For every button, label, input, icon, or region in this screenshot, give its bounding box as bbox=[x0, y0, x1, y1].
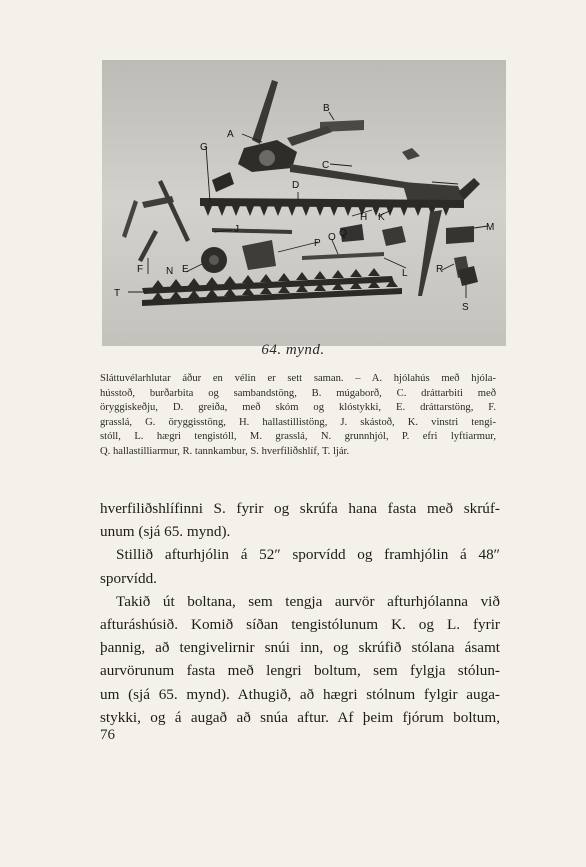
body-line: afturáshúsið. Komið síðan tengistólunum K. og L. fyrir bbox=[100, 616, 500, 634]
figure-photo bbox=[102, 60, 506, 346]
body-line: unum (sjá 65. mynd). bbox=[100, 523, 231, 541]
label-f: F bbox=[137, 264, 144, 275]
body-line: Takið út boltana, sem tengja aurvör afturhjólanna við bbox=[116, 592, 500, 610]
caption-line: hússtoð, burðarbita og sambandstöng, B. múgaborð, C. dráttarbiti með bbox=[100, 387, 496, 399]
page-number: 76 bbox=[100, 727, 115, 743]
body-line: sporvídd. bbox=[100, 569, 157, 587]
label-b: B bbox=[323, 103, 330, 114]
caption-line: Q. hallastilliarmur, R. tannkambur, S. hverfiliðshlíf, T. ljár. bbox=[100, 445, 350, 457]
label-s: S bbox=[462, 302, 469, 313]
caption-line: öryggiskeðju, D. greiða, með skóm og klóstykki, E. dráttarstöng, F. bbox=[100, 402, 496, 414]
body-line: þannig, að tengivelirnir snúi inn, og skrúfið stólana ásamt bbox=[100, 639, 500, 657]
label-d: D bbox=[292, 180, 300, 191]
body-line: um (sjá 65. mynd). Athugið, að hægri stólnum fylgir auga- bbox=[100, 685, 500, 703]
label-o: O bbox=[328, 232, 336, 243]
label-t: T bbox=[114, 288, 121, 299]
body-line: aurvörunum fasta með lengri boltum, sem fylgja stólun- bbox=[100, 662, 500, 680]
mower-parts-illustration bbox=[102, 60, 506, 346]
body-line: Stillið afturhjólin á 52″ sporvídd og framhjólin á 48″ bbox=[116, 546, 500, 564]
label-g: G bbox=[200, 142, 208, 153]
label-n: N bbox=[166, 266, 174, 277]
label-q: Q bbox=[339, 228, 347, 239]
label-c: C bbox=[322, 160, 330, 171]
label-e: E bbox=[182, 264, 189, 275]
label-a: A bbox=[227, 129, 234, 140]
caption-line: stóll, L. hægri tengistóll, M. grasslá, N. grunnhjól, P. efri lyftiarmur, bbox=[100, 431, 496, 443]
figure-caption bbox=[100, 372, 496, 460]
body-line: hverfiliðshlífinni S. fyrir og skrúfa hana fasta með skrúf- bbox=[100, 500, 500, 517]
caption-line: Sláttuvélarhlutar áður en vélin er sett saman. – A. hjólahús með hjóla- bbox=[100, 373, 496, 384]
caption-line: grasslá, G. öryggisstöng, H. hallastillistöng, J. skástoð, K. vinstri tengi- bbox=[100, 416, 496, 428]
label-h: H bbox=[360, 212, 368, 223]
figure-title: 64. mynd. bbox=[261, 342, 325, 358]
label-p: P bbox=[314, 238, 321, 249]
label-k: K bbox=[378, 212, 385, 223]
body-text bbox=[100, 497, 500, 729]
body-line: stykki, og á augað að snúa aftur. Af þeim fjórum boltum, bbox=[100, 708, 500, 726]
label-l: L bbox=[402, 268, 408, 279]
label-m: M bbox=[486, 222, 495, 233]
label-r: R bbox=[436, 264, 444, 275]
label-j: J bbox=[234, 224, 239, 235]
